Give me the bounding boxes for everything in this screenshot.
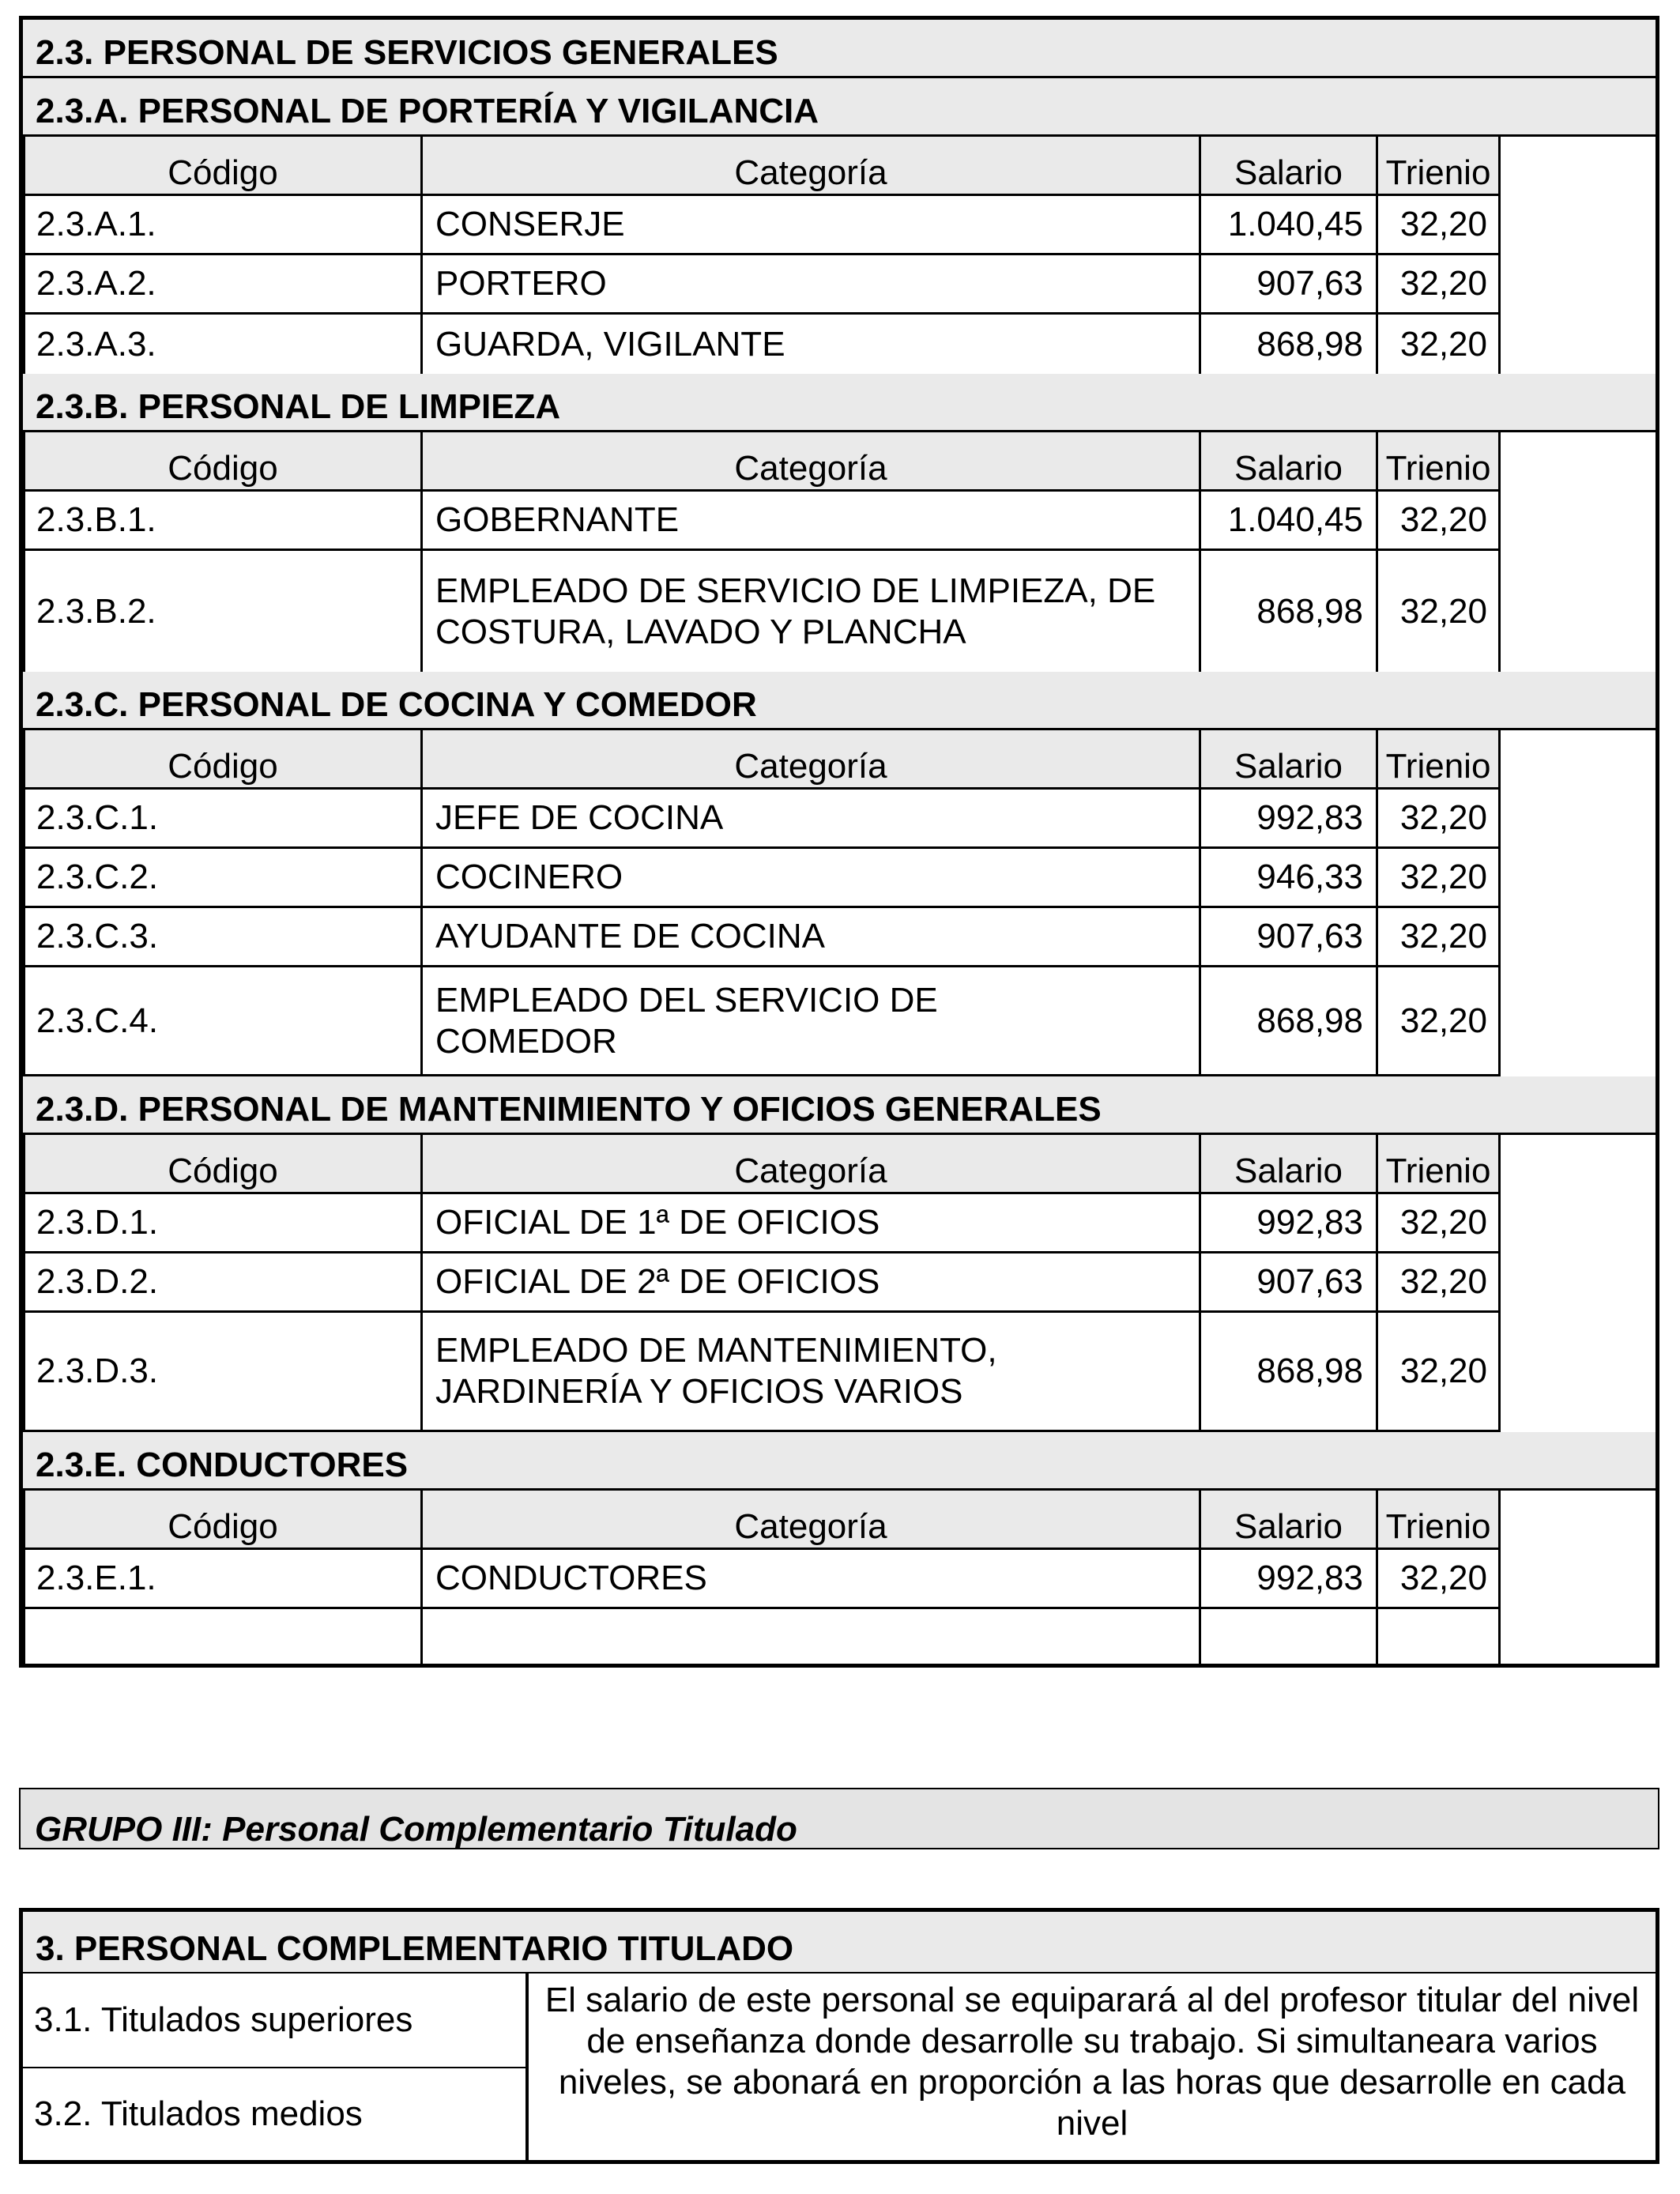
cell-codigo: 2.3.B.2. bbox=[25, 551, 423, 672]
table-c bbox=[23, 730, 1501, 1076]
section-3-box bbox=[19, 1908, 1659, 2164]
subsection-title-b: 2.3.B. PERSONAL DE LIMPIEZA bbox=[23, 374, 1656, 432]
table-row bbox=[25, 1313, 1501, 1432]
table-header bbox=[25, 137, 1501, 196]
cell-trienio: 32,20 bbox=[1378, 315, 1501, 374]
header-codigo: Código bbox=[25, 432, 423, 489]
table-e bbox=[23, 1491, 1501, 1664]
table-row-empty bbox=[25, 1609, 1501, 1664]
cell-codigo: 2.3.A.3. bbox=[25, 315, 423, 374]
subsection-title-e: 2.3.E. CONDUCTORES bbox=[23, 1432, 1656, 1491]
cell-salario: 868,98 bbox=[1201, 315, 1378, 374]
cell-trienio: 32,20 bbox=[1378, 1253, 1501, 1310]
group-iii-banner: GRUPO III: Personal Complementario Titulado bbox=[19, 1788, 1659, 1849]
cell-salario: 907,63 bbox=[1201, 1253, 1378, 1310]
cell-codigo-empty bbox=[25, 1609, 423, 1664]
header-categoria: Categoría bbox=[423, 1491, 1201, 1547]
cell-trienio: 32,20 bbox=[1378, 255, 1501, 312]
table-row bbox=[25, 908, 1501, 967]
cell-codigo: 2.3.A.1. bbox=[25, 196, 423, 253]
cell-trienio: 32,20 bbox=[1378, 1194, 1501, 1251]
cell-categoria: CONSERJE bbox=[423, 196, 1201, 253]
cell-categoria: OFICIAL DE 1ª DE OFICIOS bbox=[423, 1194, 1201, 1251]
cell-salario: 1.040,45 bbox=[1201, 196, 1378, 253]
header-codigo: Código bbox=[25, 1135, 423, 1192]
header-trienio: Trienio bbox=[1378, 1491, 1501, 1547]
cell-trienio: 32,20 bbox=[1378, 1550, 1501, 1607]
cell-categoria: GOBERNANTE bbox=[423, 492, 1201, 548]
section-title: 2.3. PERSONAL DE SERVICIOS GENERALES bbox=[23, 20, 1656, 78]
cell-salario: 868,98 bbox=[1201, 551, 1378, 672]
cell-categoria-empty bbox=[423, 1609, 1201, 1664]
cell-salario: 1.040,45 bbox=[1201, 492, 1378, 548]
header-categoria: Categoría bbox=[423, 432, 1201, 489]
section-3-title: 3. PERSONAL COMPLEMENTARIO TITULADO bbox=[23, 1912, 1656, 1973]
header-salario: Salario bbox=[1201, 730, 1378, 787]
subsection-title-a: 2.3.A. PERSONAL DE PORTERÍA Y VIGILANCIA bbox=[23, 78, 1656, 137]
table-b bbox=[23, 432, 1501, 672]
table-row bbox=[25, 967, 1501, 1076]
cell-trienio: 32,20 bbox=[1378, 492, 1501, 548]
subsection-title-d: 2.3.D. PERSONAL DE MANTENIMIENTO Y OFICIOS GENERALES bbox=[23, 1076, 1656, 1135]
cell-codigo: 2.3.C.2. bbox=[25, 849, 423, 906]
header-categoria: Categoría bbox=[423, 730, 1201, 787]
cell-salario: 868,98 bbox=[1201, 967, 1378, 1074]
table-header bbox=[25, 1491, 1501, 1550]
table-row bbox=[25, 849, 1501, 908]
cell-categoria: GUARDA, VIGILANTE bbox=[423, 315, 1201, 374]
cell-trienio: 32,20 bbox=[1378, 967, 1501, 1074]
table-row bbox=[25, 255, 1501, 315]
cell-trienio: 32,20 bbox=[1378, 849, 1501, 906]
header-trienio: Trienio bbox=[1378, 1135, 1501, 1192]
cell-trienio: 32,20 bbox=[1378, 1313, 1501, 1430]
table-row bbox=[25, 790, 1501, 849]
header-salario: Salario bbox=[1201, 137, 1378, 194]
cell-codigo: 2.3.D.3. bbox=[25, 1313, 423, 1430]
cell-categoria: PORTERO bbox=[423, 255, 1201, 312]
table-header bbox=[25, 730, 1501, 790]
header-codigo: Código bbox=[25, 137, 423, 194]
titulados-medios: 3.2. Titulados medios bbox=[23, 2068, 529, 2160]
table-header bbox=[25, 1135, 1501, 1194]
cell-trienio: 32,20 bbox=[1378, 551, 1501, 672]
table-row bbox=[25, 196, 1501, 255]
header-salario: Salario bbox=[1201, 432, 1378, 489]
table-d bbox=[23, 1135, 1501, 1432]
salary-table-box bbox=[19, 16, 1659, 1668]
cell-salario: 907,63 bbox=[1201, 255, 1378, 312]
cell-categoria: EMPLEADO DE SERVICIO DE LIMPIEZA, DE COSTURA, LAVADO Y PLANCHA bbox=[423, 551, 1201, 672]
header-codigo: Código bbox=[25, 1491, 423, 1547]
cell-categoria: AYUDANTE DE COCINA bbox=[423, 908, 1201, 965]
table-row bbox=[25, 551, 1501, 672]
cell-codigo: 2.3.B.1. bbox=[25, 492, 423, 548]
subsection-title-c: 2.3.C. PERSONAL DE COCINA Y COMEDOR bbox=[23, 672, 1656, 730]
table-row bbox=[25, 1194, 1501, 1253]
table-header bbox=[25, 432, 1501, 492]
cell-categoria: JEFE DE COCINA bbox=[423, 790, 1201, 846]
cell-codigo: 2.3.A.2. bbox=[25, 255, 423, 312]
cell-codigo: 2.3.D.1. bbox=[25, 1194, 423, 1251]
cell-categoria: OFICIAL DE 2ª DE OFICIOS bbox=[423, 1253, 1201, 1310]
cell-trienio-empty bbox=[1378, 1609, 1501, 1664]
header-salario: Salario bbox=[1201, 1491, 1378, 1547]
cell-codigo: 2.3.C.1. bbox=[25, 790, 423, 846]
header-categoria: Categoría bbox=[423, 1135, 1201, 1192]
cell-categoria: EMPLEADO DE MANTENIMIENTO, JARDINERÍA Y OFICIOS VARIOS bbox=[423, 1313, 1201, 1430]
table-row bbox=[25, 1550, 1501, 1609]
titulados-superiores: 3.1. Titulados superiores bbox=[23, 1973, 529, 2068]
table-row bbox=[25, 315, 1501, 374]
cell-salario: 868,98 bbox=[1201, 1313, 1378, 1430]
cell-trienio: 32,20 bbox=[1378, 196, 1501, 253]
cell-salario: 946,33 bbox=[1201, 849, 1378, 906]
cell-trienio: 32,20 bbox=[1378, 790, 1501, 846]
cell-categoria: COCINERO bbox=[423, 849, 1201, 906]
cell-salario: 992,83 bbox=[1201, 790, 1378, 846]
header-trienio: Trienio bbox=[1378, 137, 1501, 194]
cell-salario: 992,83 bbox=[1201, 1194, 1378, 1251]
table-row bbox=[25, 492, 1501, 551]
cell-salario: 992,83 bbox=[1201, 1550, 1378, 1607]
header-salario: Salario bbox=[1201, 1135, 1378, 1192]
salary-note: El salario de este personal se equiparará al del profesor titular del nivel de enseñanza donde desarrolle su trabajo. Si simultaneara varios niveles, se abonará en proporción a las horas que desarrolle en cada nivel bbox=[544, 1981, 1640, 2143]
table-row bbox=[25, 1253, 1501, 1313]
cell-codigo: 2.3.D.2. bbox=[25, 1253, 423, 1310]
cell-codigo: 2.3.C.4. bbox=[25, 967, 423, 1074]
table-a bbox=[23, 137, 1501, 374]
cell-salario-empty bbox=[1201, 1609, 1378, 1664]
header-categoria: Categoría bbox=[423, 137, 1201, 194]
header-codigo: Código bbox=[25, 730, 423, 787]
cell-categoria: CONDUCTORES bbox=[423, 1550, 1201, 1607]
header-trienio: Trienio bbox=[1378, 432, 1501, 489]
header-trienio: Trienio bbox=[1378, 730, 1501, 787]
cell-salario: 907,63 bbox=[1201, 908, 1378, 965]
cell-trienio: 32,20 bbox=[1378, 908, 1501, 965]
cell-codigo: 2.3.C.3. bbox=[25, 908, 423, 965]
cell-categoria: EMPLEADO DEL SERVICIO DE COMEDOR bbox=[423, 967, 1201, 1074]
cell-codigo: 2.3.E.1. bbox=[25, 1550, 423, 1607]
